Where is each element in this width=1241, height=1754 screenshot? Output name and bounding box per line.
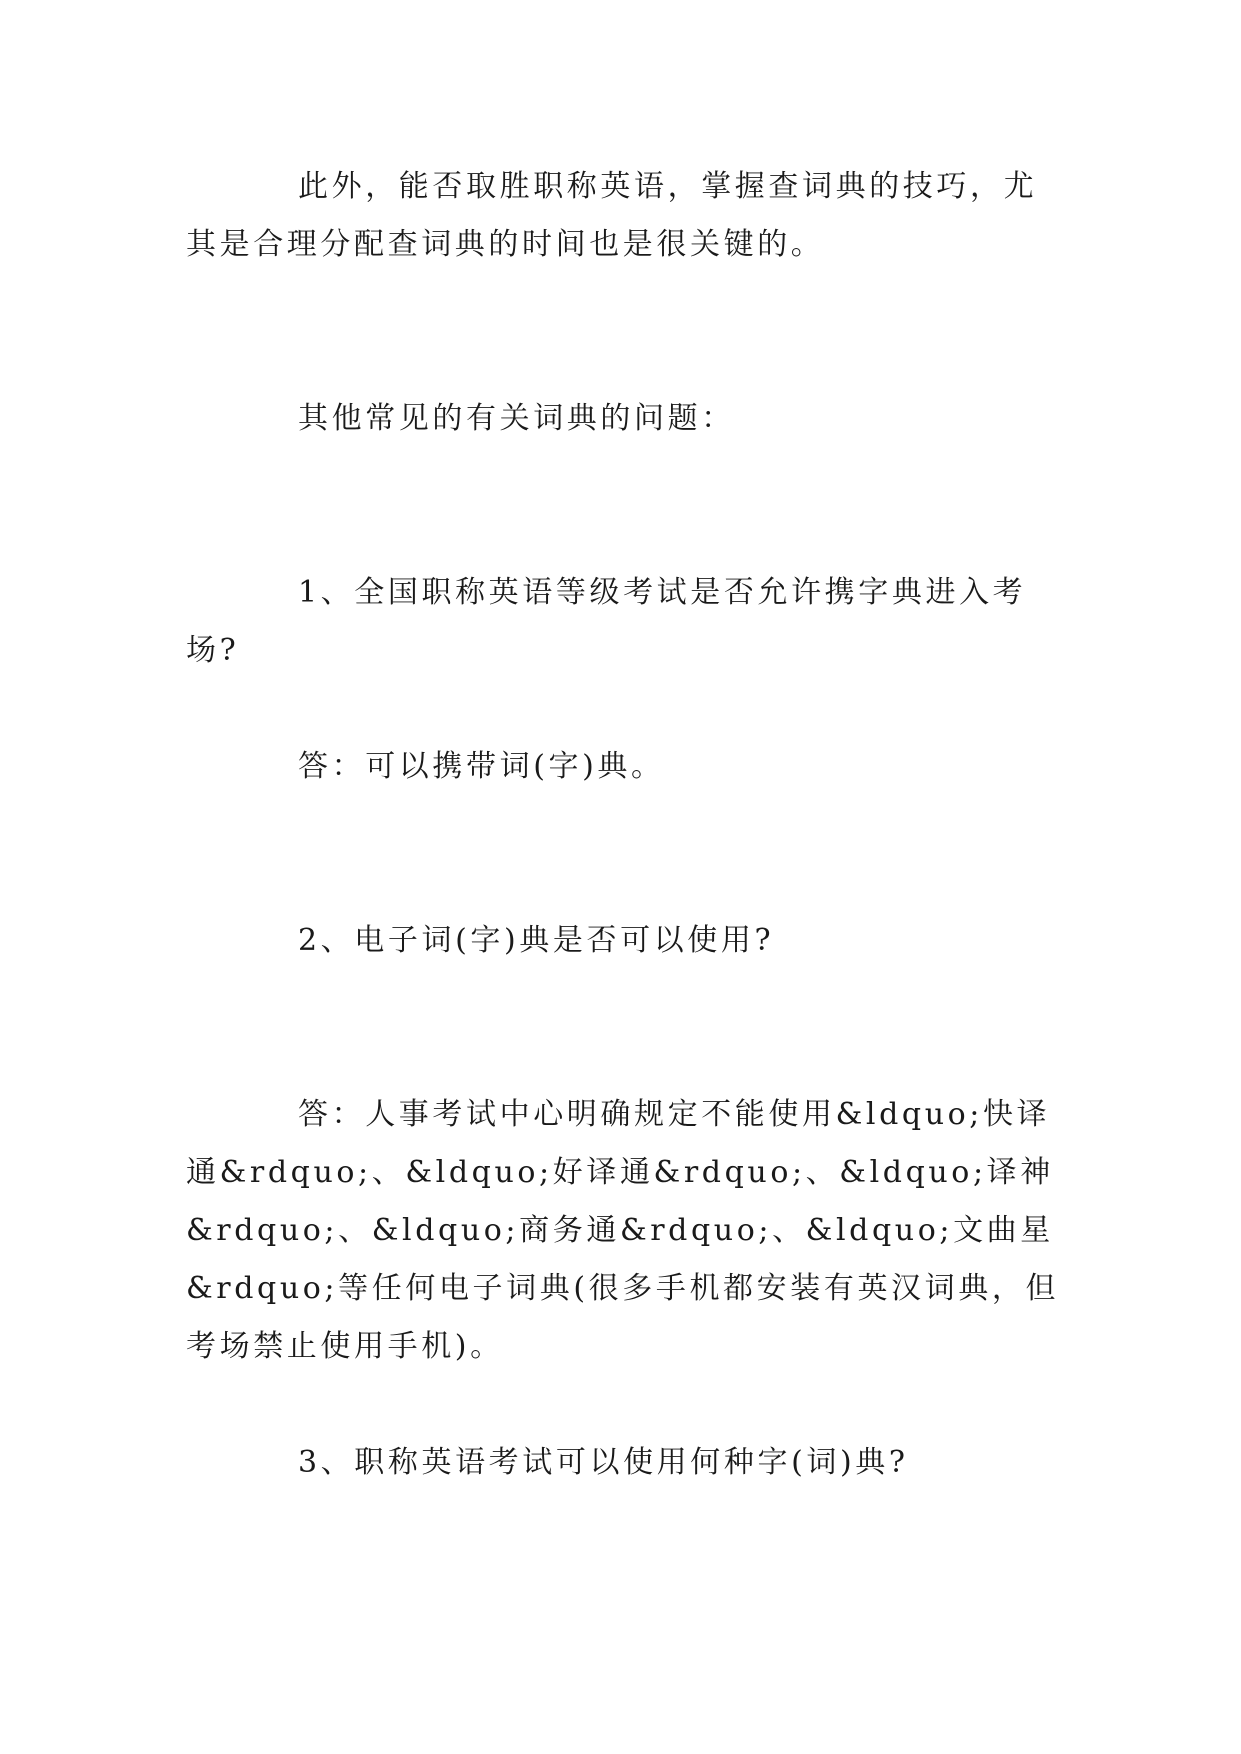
paragraph-dictionary-tips: 此外，能否取胜职称英语，掌握查词典的技巧，尤其是合理分配查词典的时间也是很关键的。 (186, 169, 1038, 262)
paragraph-question-2: 2、电子词(字)典是否可以使用? (298, 923, 775, 958)
paragraph-question-3: 3、职称英语考试可以使用何种字(词)典? (298, 1445, 909, 1480)
paragraph-answer-1: 答：可以携带词(字)典。 (298, 749, 665, 784)
paragraph-question-1: 1、全国职称英语等级考试是否允许携字典进入考场? (186, 575, 1027, 668)
paragraph-other-questions-heading: 其他常见的有关词典的问题： (298, 401, 735, 436)
paragraph-answer-2: 答：人事考试中心明确规定不能使用&ldquo;快译通&rdquo;、&ldquo;好译通&rdquo;、&ldquo;译神&rdquo;、&ldquo;商务通&rdquo;、&ldquo;文曲星&rdquo;等任何电子词典(很多手机都安装有英汉词典，但考场禁止使用手机)。 (186, 1097, 1060, 1364)
